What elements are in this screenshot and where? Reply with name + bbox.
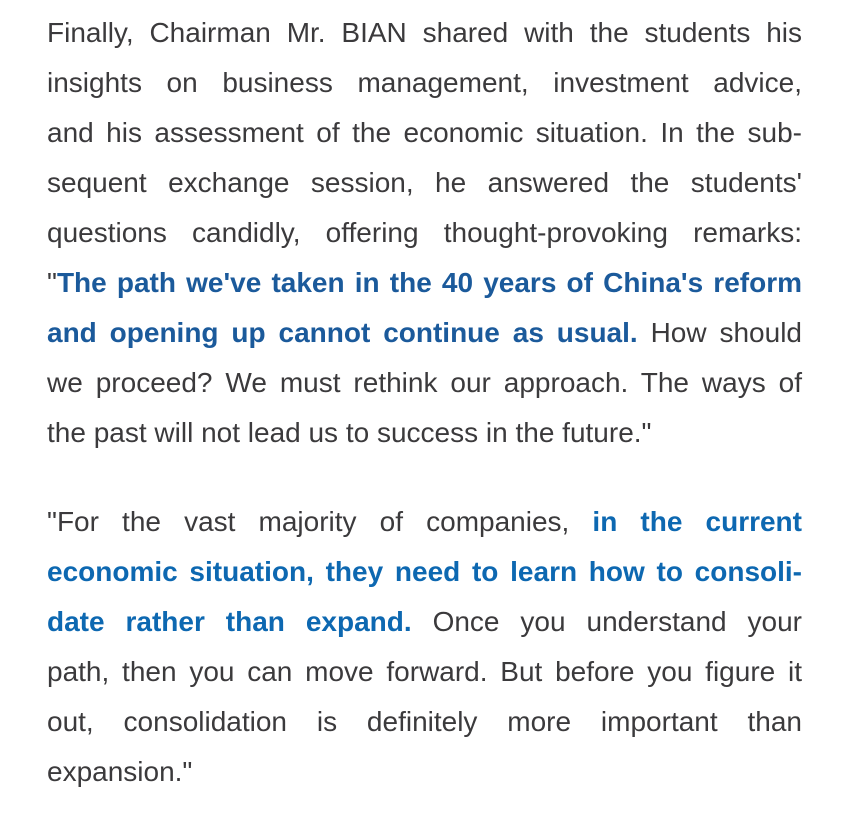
text-segment: How should xyxy=(637,317,802,348)
text-line xyxy=(47,308,802,358)
text-line xyxy=(47,697,802,747)
text-line xyxy=(47,8,802,58)
text-segment: " xyxy=(47,267,57,298)
text-segment: questions candidly, offering thought-provoking remarks: xyxy=(47,217,802,248)
text-segment: "For the vast majority of companies, xyxy=(47,506,593,537)
highlighted-text-segment: economic situation, they need to learn how to consoli- xyxy=(47,556,802,587)
text-segment: and his assessment of the economic situation. In the sub- xyxy=(47,117,802,148)
text-segment: out, consolidation is definitely more important than xyxy=(47,706,802,737)
text-line xyxy=(47,547,802,597)
text-line xyxy=(47,108,802,158)
highlighted-text-segment: and opening up cannot continue as usual. xyxy=(47,317,638,348)
text-segment: insights on business management, investment advice, xyxy=(47,67,802,98)
text-segment: we proceed? We must rethink our approach. The ways of xyxy=(47,367,802,398)
text-line xyxy=(47,408,802,458)
text-segment: expansion." xyxy=(47,756,193,787)
text-line xyxy=(47,158,802,208)
text-segment: path, then you can move forward. But before you figure it xyxy=(47,656,802,687)
text-line xyxy=(47,58,802,108)
highlighted-text-segment: The path we've taken in the 40 years of China's reform xyxy=(56,267,802,298)
paragraph xyxy=(47,497,802,797)
text-segment: the past will not lead us to success in the future." xyxy=(47,417,652,448)
text-line xyxy=(47,258,802,308)
document-body xyxy=(47,8,802,797)
text-segment: Finally, Chairman Mr. BIAN shared with the students his xyxy=(47,17,802,48)
text-segment: sequent exchange session, he answered the students' xyxy=(47,167,802,198)
text-line xyxy=(47,647,802,697)
highlighted-text-segment: in the current xyxy=(592,506,802,537)
text-line xyxy=(47,597,802,647)
text-line xyxy=(47,208,802,258)
text-line xyxy=(47,358,802,408)
highlighted-text-segment: date rather than expand. xyxy=(47,606,412,637)
text-line xyxy=(47,747,802,797)
text-line xyxy=(47,497,802,547)
paragraph xyxy=(47,8,802,458)
text-segment: Once you understand your xyxy=(411,606,803,637)
